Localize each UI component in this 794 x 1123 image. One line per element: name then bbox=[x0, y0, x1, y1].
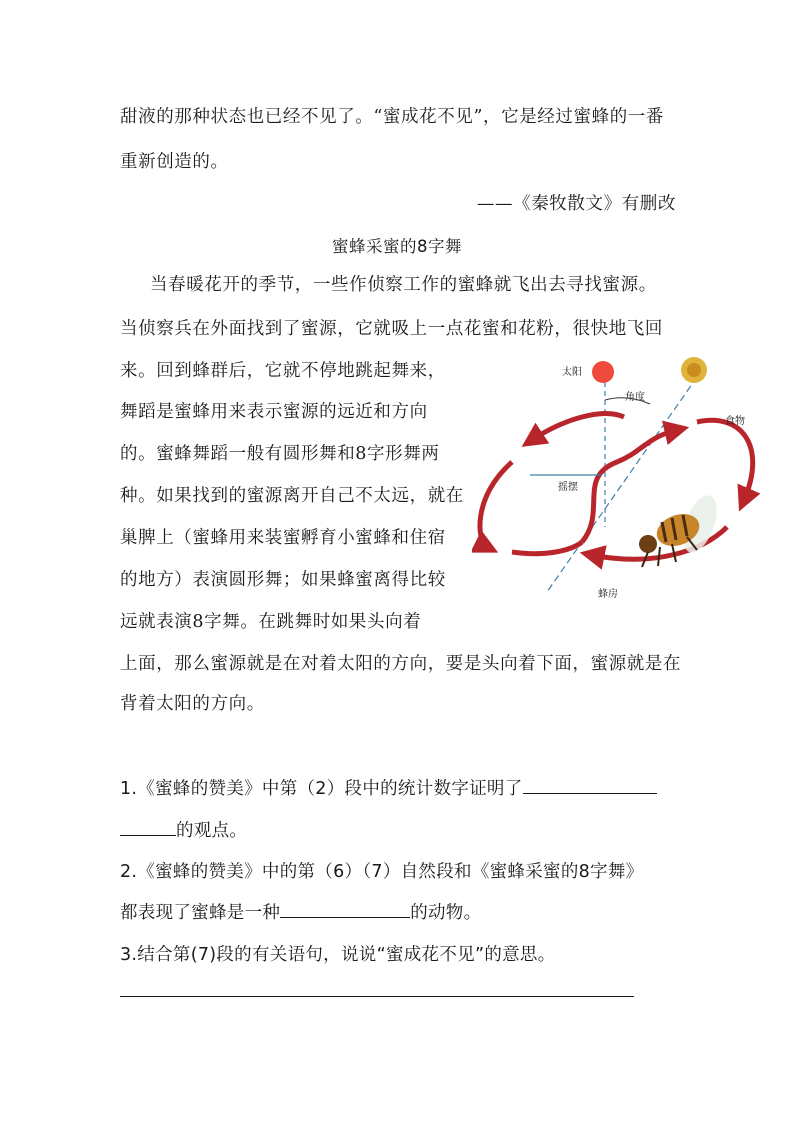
article-line: 上面，那么蜜源就是在对着太阳的方向，要是头向着下面，蜜源就是在 bbox=[120, 654, 682, 674]
answer-blank[interactable] bbox=[523, 775, 657, 794]
question-1 bbox=[120, 775, 657, 800]
food-label: 食物 bbox=[725, 416, 745, 427]
article-line: 当春暖花开的季节，一些作侦察工作的蜜蜂就飞出去寻找蜜源。 bbox=[150, 275, 657, 295]
article-line: 背着太阳的方向。 bbox=[120, 694, 265, 714]
passage-line: 重新创造的。 bbox=[120, 152, 229, 172]
article-line: 的。蜜蜂舞蹈一般有圆形舞和8字形舞两 bbox=[120, 444, 440, 464]
article-line: 来。回到蜂群后，它就不停地跳起舞来， bbox=[120, 361, 446, 381]
article-line: 当侦察兵在外面找到了蜜源，它就吸上一点花蜜和花粉，很快地飞回 bbox=[120, 319, 663, 339]
answer-line[interactable] bbox=[120, 996, 634, 997]
article-line: 的地方）表演圆形舞；如果蜂蜜离得比较 bbox=[120, 570, 446, 590]
question-text: 1.《蜜蜂的赞美》中第（2）段中的统计数字证明了 bbox=[120, 779, 523, 799]
passage-line: 甜液的那种状态也已经不见了。“蜜成花不见”，它是经过蜜蜂的一番 bbox=[120, 107, 664, 127]
angle-label: 角度 bbox=[625, 392, 645, 403]
sun-label: 太阳 bbox=[562, 367, 582, 378]
article-line: 种。如果找到的蜜源离开自己不太远，就在 bbox=[120, 486, 464, 506]
article-line: 远就表演8字舞。在跳舞时如果头向着 bbox=[120, 612, 422, 632]
question-2-cont bbox=[120, 899, 481, 924]
question-3: 3.结合第(7)段的有关语句，说说“蜜成花不见”的意思。 bbox=[120, 945, 556, 965]
sun-icon bbox=[592, 361, 614, 383]
dance-loop-arrow bbox=[480, 462, 512, 547]
answer-blank[interactable] bbox=[280, 899, 410, 918]
source-citation: ——《秦牧散文》有删改 bbox=[476, 194, 676, 214]
dance-loop-arrow bbox=[532, 414, 624, 440]
hive-label: 蜂房 bbox=[598, 589, 618, 600]
article-title: 蜜蜂采蜜的8字舞 bbox=[332, 237, 462, 256]
article-line: 舞蹈是蜜蜂用来表示蜜源的远近和方向 bbox=[120, 402, 428, 422]
question-text: 的观点。 bbox=[176, 821, 248, 841]
bee-icon bbox=[639, 491, 723, 567]
article-line: 巢脾上（蜜蜂用来装蜜孵育小蜜蜂和住宿 bbox=[120, 528, 446, 548]
question-text: 的动物。 bbox=[410, 903, 482, 923]
question-text: 都表现了蜜蜂是一种 bbox=[120, 903, 281, 923]
answer-blank[interactable] bbox=[120, 817, 176, 836]
flower-icon bbox=[681, 357, 707, 383]
waggle-dance-diagram bbox=[472, 352, 762, 602]
dance-loop-arrow bbox=[697, 420, 753, 500]
dance-loop-arrow bbox=[512, 542, 582, 554]
waggle-label: 摇摆 bbox=[558, 482, 578, 493]
question-2: 2.《蜜蜂的赞美》中的第（6）（7）自然段和《蜜蜂采蜜的8字舞》 bbox=[120, 862, 644, 882]
question-1-cont bbox=[120, 817, 247, 842]
